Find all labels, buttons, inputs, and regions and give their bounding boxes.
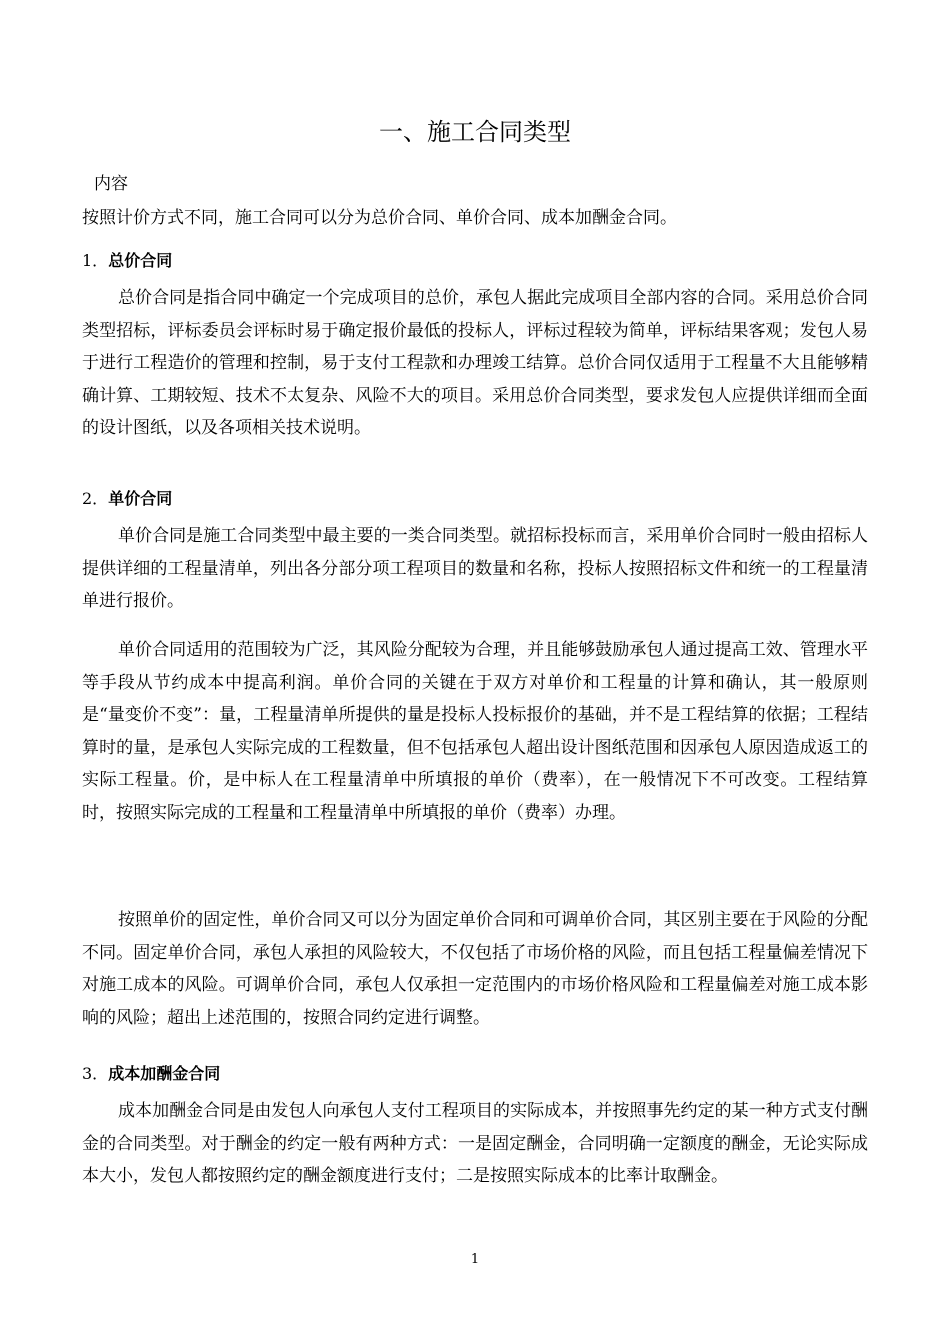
intro-text: 按照计价方式不同，施工合同可以分为总价合同、单价合同、成本加酬金合同。 bbox=[82, 208, 677, 228]
section-number: 1． bbox=[82, 251, 109, 270]
section-number: 2． bbox=[82, 489, 109, 508]
paragraph: 按照单价的固定性，单价合同又可以分为固定单价合同和可调单价合同，其区别主要在于风险的分配不同。固定单价合同，承包人承担的风险较大，不仅包括了市场价格的风险，而且包括工程量偏差情况下对施工成本的风险。可调单价合同，承包人仅承担一定范围内的市场价格风险和工程量偏差对施工成本影响的风险；超出上述范围的，按照合同约定进行调整。 bbox=[82, 910, 868, 1028]
section-heading-unit-price bbox=[82, 486, 172, 512]
section-heading-total-price bbox=[82, 248, 172, 274]
section-title: 单价合同 bbox=[108, 489, 173, 508]
paragraph: 成本加酬金合同是由发包人向承包人支付工程项目的实际成本，并按照事先约定的某一种方式支付酬金的合同类型。对于酬金的约定一般有两种方式：一是固定酬金，合同明确一定额度的酬金，无论实际成本大小，发包人都按照约定的酬金额度进行支付；二是按照实际成本的比率计取酬金。 bbox=[82, 1101, 868, 1186]
section-heading-cost-plus bbox=[82, 1061, 220, 1087]
page-title: 一、施工合同类型 bbox=[379, 118, 571, 146]
paragraph: 单价合同是施工合同类型中最主要的一类合同类型。就招标投标而言，采用单价合同时一般由招标人提供详细的工程量清单，列出各分部分项工程项目的数量和名称，投标人按照招标文件和统一的工程量清单进行报价。 bbox=[82, 526, 868, 611]
paragraph: 总价合同是指合同中确定一个完成项目的总价，承包人据此完成项目全部内容的合同。采用总价合同类型招标，评标委员会评标时易于确定报价最低的投标人，评标过程较为简单，评标结果客观；发包人易于进行工程造价的管理和控制，易于支付工程款和办理竣工结算。总价合同仅适用于工程量不大且能够精确计算、工期较短、技术不太复杂、风险不大的项目。采用总价合同类型，要求发包人应提供详细而全面的设计图纸，以及各项相关技术说明。 bbox=[82, 288, 868, 438]
section-title: 成本加酬金合同 bbox=[108, 1064, 221, 1083]
content-label: 内容 bbox=[94, 174, 128, 194]
section-number: 3． bbox=[82, 1064, 109, 1083]
paragraph: 单价合同适用的范围较为广泛，其风险分配较为合理，并且能够鼓励承包人通过提高工效、管理水平等手段从节约成本中提高利润。单价合同的关键在于双方对单价和工程量的计算和确认，其一般原则是“量变价不变”：量，工程量清单所提供的量是投标人投标报价的基础，并不是工程结算的依据；工程结算时的量，是承包人实际完成的工程数量，但不包括承包人超出设计图纸范围和因承包人原因造成返工的实际工程量。价，是中标人在工程量清单中所填报的单价（费率），在一般情况下不可改变。工程结算时，按照实际完成的工程量和工程量清单中所填报的单价（费率）办理。 bbox=[82, 640, 868, 823]
section-title: 总价合同 bbox=[108, 251, 173, 270]
page-number: 1 bbox=[470, 1252, 480, 1267]
